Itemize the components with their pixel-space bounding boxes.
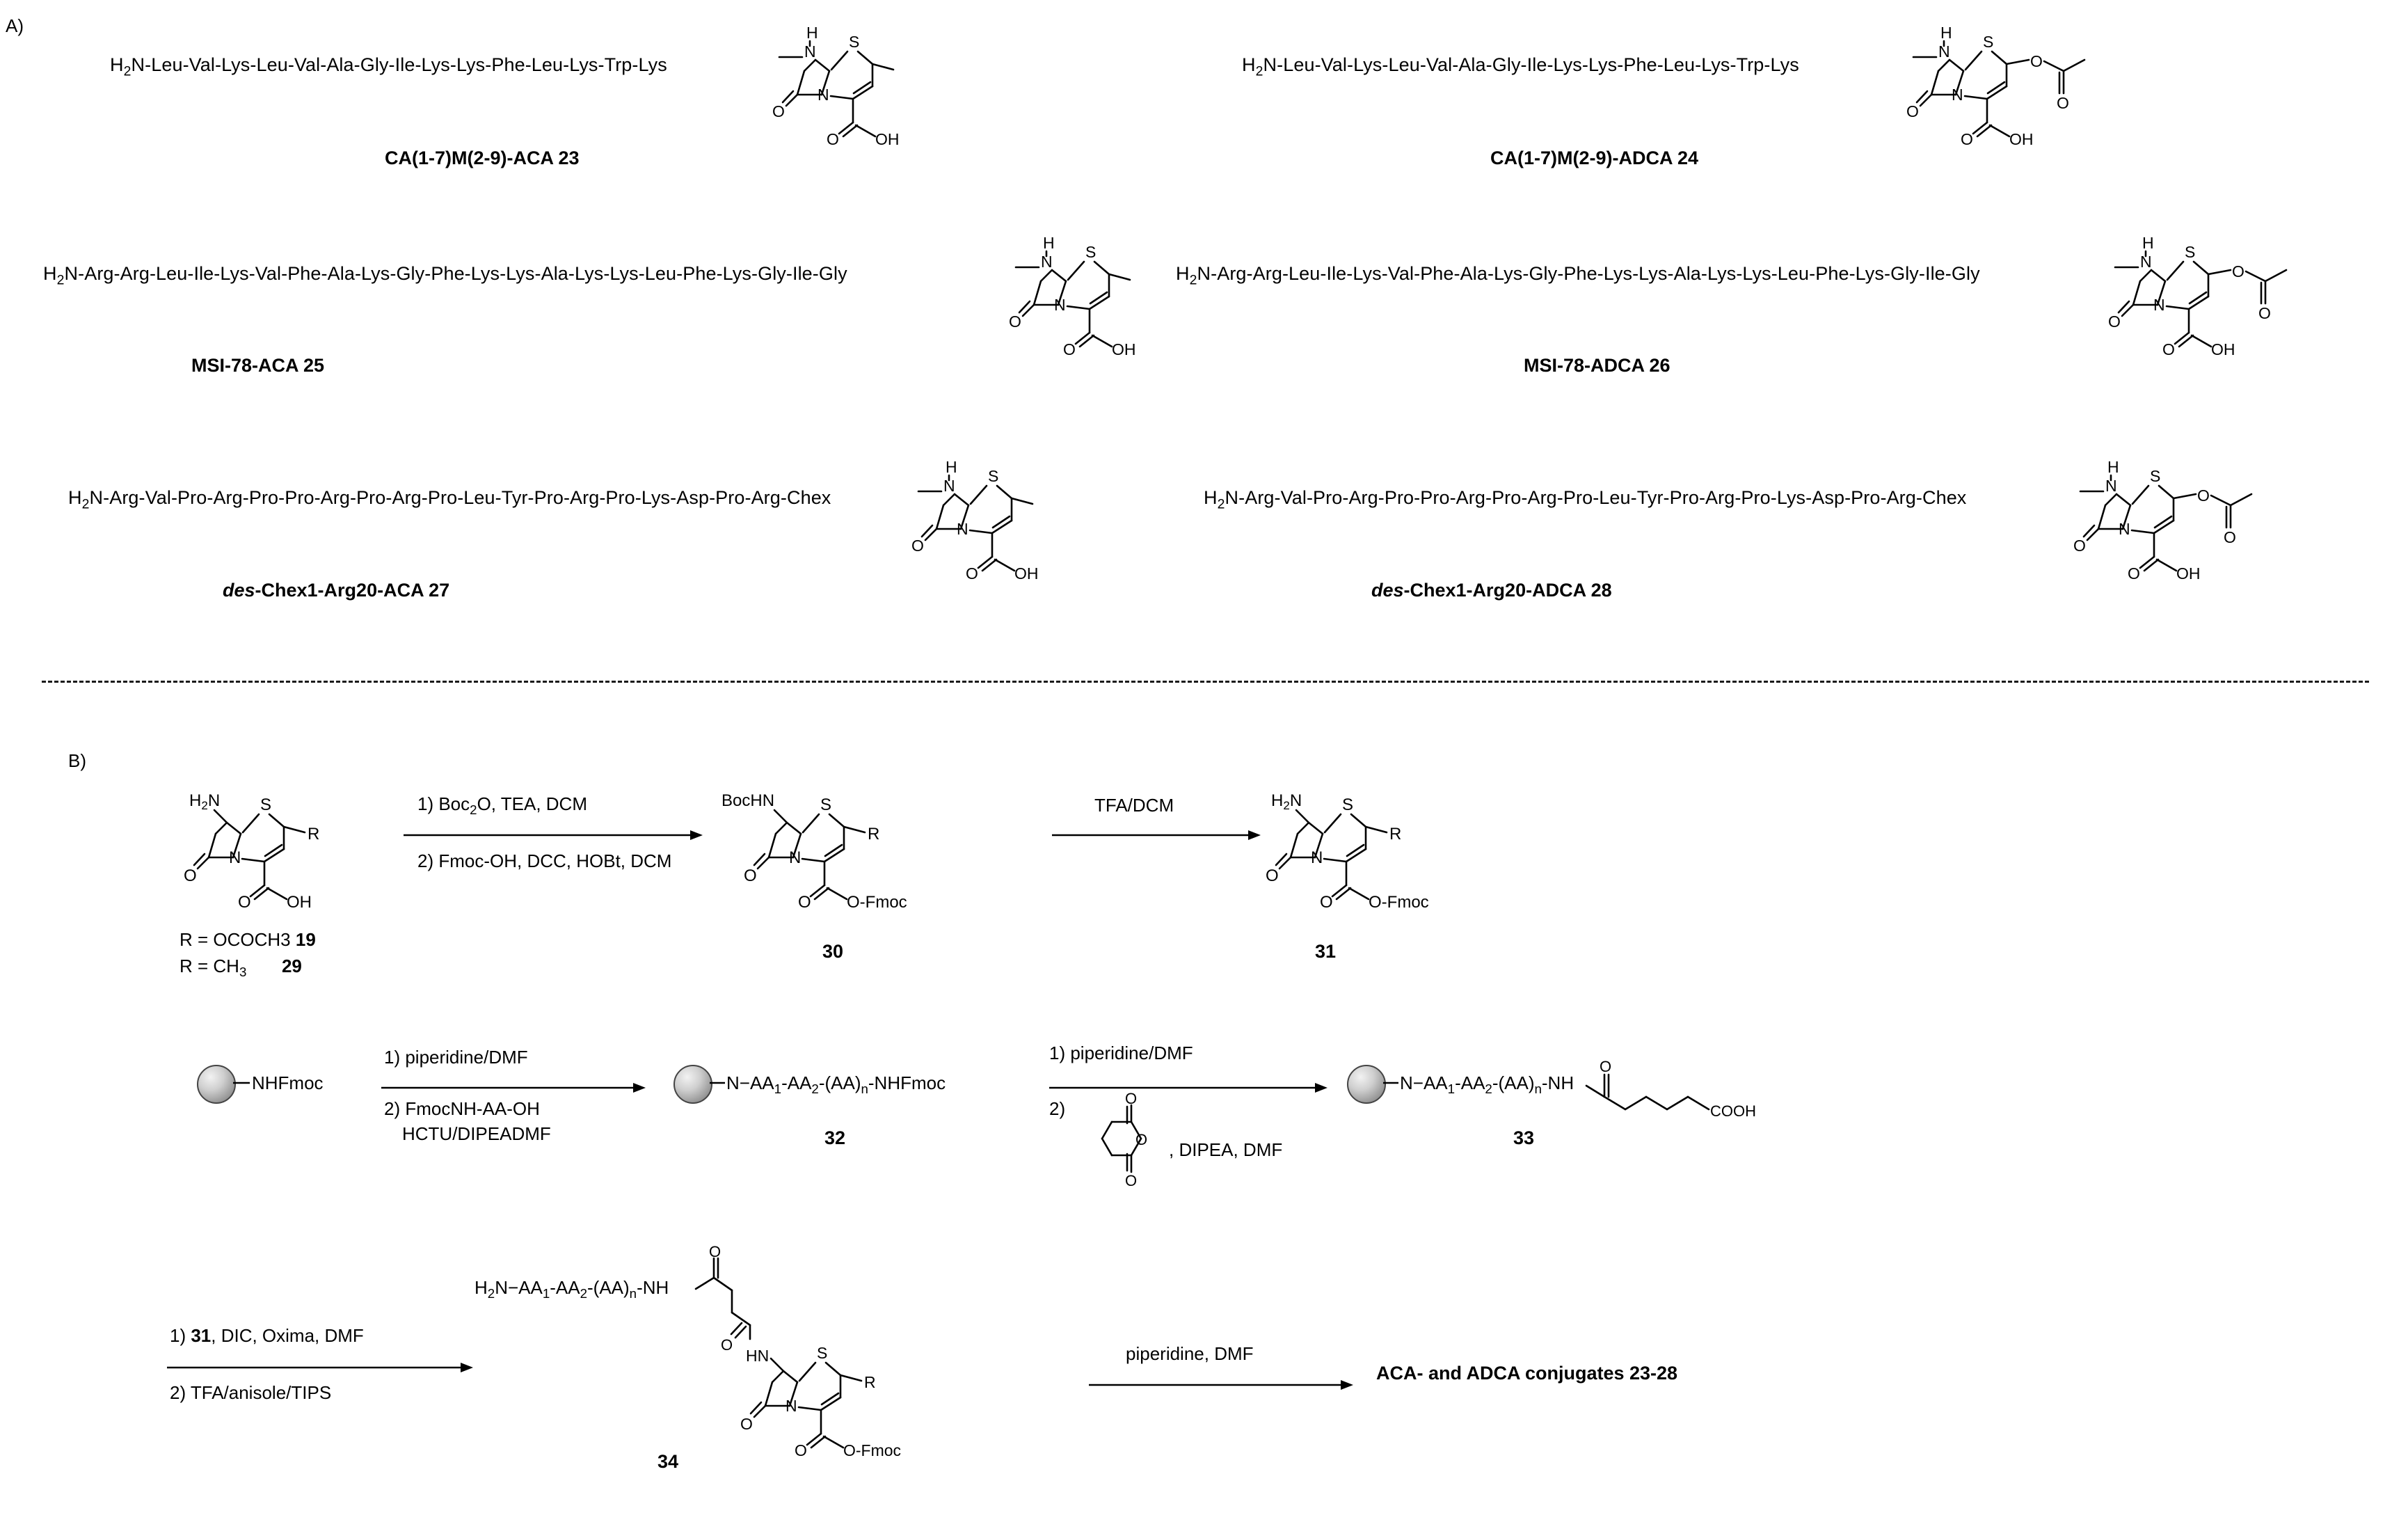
structure-adca-26 — [2087, 231, 2386, 398]
svg-text:O: O — [2224, 528, 2236, 546]
svg-text:O: O — [2258, 304, 2271, 322]
svg-text:O: O — [1125, 1090, 1138, 1107]
svg-text:O-Fmoc: O-Fmoc — [843, 1441, 902, 1459]
svg-text:O: O — [795, 1441, 807, 1459]
svg-text:O: O — [798, 893, 811, 912]
sequence-compound-24: $H_2N-Leu-Val-Lys-Leu-Val-Ala-Gly-Ile-Lys-Lys-Phe-Leu-Lys-Trp$-Lys — [1242, 54, 1799, 79]
compound-name-27 — [223, 580, 449, 601]
compound-28-rest: -Chex1-Arg20-ADCA 28 — [1403, 580, 1612, 601]
panel-divider — [42, 681, 2369, 683]
svg-text:BocHN: BocHN — [721, 791, 775, 810]
chain-label-33: $N-AA_1-AA_2-(AA)_n-NH$ — [1400, 1072, 1574, 1097]
arrow-step-4 — [1049, 1077, 1327, 1098]
reagent-step-2: TFA/DCM — [1094, 795, 1174, 816]
structure-compound-34 — [696, 1243, 988, 1482]
reagent-step-6: piperidine, DMF — [1126, 1343, 1254, 1364]
reagent-step-4-line-2: 2) — [1049, 1098, 1066, 1119]
svg-text:OH: OH — [2211, 340, 2235, 358]
svg-text:O: O — [709, 1243, 721, 1260]
svg-text:N: N — [789, 848, 802, 867]
svg-text:N: N — [943, 477, 955, 495]
svg-text:R: R — [308, 825, 320, 843]
arrow-step-2 — [1052, 825, 1261, 846]
svg-text:O: O — [772, 102, 785, 120]
sequence-compound-26: $H_2N-Arg-Arg-Leu-Ile-Lys-Val-Phe-Ala-Lys-Gly-Phe-Lys-Lys-Ala-Lys-Lys-Leu-Phe-Lys-Gly-Ile$-Gly — [1176, 263, 1980, 288]
svg-text:O: O — [911, 537, 924, 555]
svg-text:OH: OH — [287, 893, 312, 912]
structure-compound-31 — [1256, 786, 1485, 926]
arrow-step-1 — [404, 825, 703, 846]
compound-name-25: MSI-78-ACA 25 — [191, 355, 325, 376]
succinyl-linker-33 — [1586, 1051, 1802, 1148]
svg-text:OH: OH — [875, 130, 900, 148]
label-compound-30: 30 — [822, 941, 844, 962]
svg-text:R: R — [864, 1373, 876, 1391]
svg-text:O-Fmoc: O-Fmoc — [1369, 893, 1429, 912]
svg-text:N: N — [818, 86, 829, 104]
svg-text:O: O — [740, 1415, 753, 1433]
reagent-step-5-line-2: 2) TFA/anisole/TIPS — [170, 1382, 332, 1403]
reagent-step-5-line-1: 1) 31, DIC, Oxima, DMF — [170, 1325, 364, 1346]
svg-text:O: O — [1135, 1131, 1148, 1148]
svg-text:S: S — [2150, 467, 2161, 485]
compound-name-26: MSI-78-ADCA 26 — [1524, 355, 1671, 376]
arrow-step-6 — [1089, 1375, 1353, 1395]
svg-text:S: S — [1983, 33, 1994, 51]
svg-text:O: O — [2162, 340, 2175, 358]
svg-text:N: N — [229, 848, 241, 867]
structure-compound-30 — [720, 786, 950, 926]
svg-text:OH: OH — [2176, 564, 2201, 583]
label-compound-33: 33 — [1513, 1127, 1535, 1148]
svg-text:S: S — [988, 467, 999, 485]
svg-text:O: O — [1009, 312, 1021, 331]
svg-text:S: S — [1342, 795, 1354, 814]
resin-start-bond — [233, 1065, 254, 1101]
compound-name-28 — [1371, 580, 1612, 601]
svg-text:N: N — [2140, 253, 2152, 271]
reagent-step-1-line-1: 1) Boc$_2$O, TEA, DCM — [417, 793, 587, 818]
label-compound-31: 31 — [1315, 941, 1337, 962]
structure-aca-23 — [751, 21, 974, 188]
svg-text:H: H — [2142, 234, 2154, 252]
svg-text:H: H — [946, 458, 957, 476]
compound-name-23: CA(1-7)M(2-9)-ACA 23 — [385, 148, 580, 168]
chain-label-34: $H_2N-AA_1-AA_2-(AA)_n-NH$ — [475, 1277, 669, 1301]
svg-text:N: N — [957, 520, 968, 538]
chain-label-32: $N-AA_1-AA_2-(AA)_n$-NHFmoc — [726, 1072, 946, 1097]
svg-text:N: N — [1041, 253, 1053, 271]
svg-text:COOH: COOH — [1710, 1102, 1756, 1120]
panel-b-label: B) — [68, 750, 86, 771]
svg-text:OH: OH — [2009, 130, 2034, 148]
resin-33-bond — [1383, 1065, 1401, 1101]
svg-text:O: O — [1125, 1172, 1138, 1189]
svg-text:OH: OH — [1014, 564, 1039, 583]
svg-text:O: O — [721, 1336, 733, 1354]
svg-text:O-Fmoc: O-Fmoc — [847, 893, 907, 912]
svg-text:R: R — [1389, 825, 1402, 843]
svg-text:H: H — [806, 24, 818, 42]
compound-27-italic: des — [223, 580, 255, 601]
label-compound-34: 34 — [657, 1451, 679, 1472]
sequence-compound-25: $H_2N-Arg-Arg-Leu-Ile-Lys-Val-Phe-Ala-Lys-Gly-Phe-Lys-Lys-Ala-Lys-Lys-Leu-Phe-Lys-Gly-Ile$-Gly — [43, 263, 847, 288]
resin-bead-start — [197, 1065, 236, 1104]
svg-text:N: N — [2119, 520, 2130, 538]
svg-text:O: O — [1961, 130, 1973, 148]
svg-text:O: O — [1600, 1058, 1612, 1075]
svg-text:O: O — [966, 564, 978, 583]
svg-text:N: N — [786, 1397, 797, 1415]
reagent-step-3-line-3: HCTU/DIPEADMF — [402, 1123, 551, 1144]
sequence-compound-23: $H_2N-Leu-Val-Lys-Leu-Val-Ala-Gly-Ile-Lys-Lys-Phe-Leu-Lys-Trp$-Lys — [110, 54, 667, 79]
panel-a-label: A) — [6, 15, 24, 36]
reagent-step-1-line-2: 2) Fmoc-OH, DCC, HOBt, DCM — [417, 850, 672, 871]
svg-text:H2N: $H_2N$ — [1271, 791, 1302, 812]
structure-adca-28 — [2052, 455, 2352, 622]
svg-text:O: O — [1906, 102, 1919, 120]
compound-28-italic: des — [1371, 580, 1404, 601]
svg-text:O: O — [1266, 866, 1279, 885]
svg-text:H: H — [2107, 458, 2119, 476]
svg-text:HN: HN — [746, 1347, 770, 1365]
structure-adca-24 — [1885, 21, 2185, 188]
svg-text:S: S — [849, 33, 860, 51]
svg-text:O: O — [2232, 262, 2244, 280]
svg-text:O: O — [744, 866, 757, 885]
svg-text:O: O — [1063, 340, 1076, 358]
svg-text:OH: OH — [1112, 340, 1136, 358]
r-legend-line-2: $R = CH_3$ 29 — [180, 956, 302, 980]
svg-text:S: S — [820, 795, 832, 814]
reagent-step-4-dipea: , DIPEA, DMF — [1169, 1139, 1283, 1160]
compound-name-24: CA(1-7)M(2-9)-ADCA 24 — [1490, 148, 1699, 168]
svg-text:O: O — [2030, 52, 2043, 70]
svg-text:R: R — [868, 825, 880, 843]
structure-starting-material — [174, 786, 404, 926]
svg-text:O: O — [827, 130, 839, 148]
svg-text:N: N — [804, 42, 816, 61]
svg-text:H: H — [1940, 24, 1952, 42]
svg-text:H2N: $H_2N$ — [189, 791, 221, 812]
reagent-step-4-line-1: 1) piperidine/DMF — [1049, 1043, 1193, 1063]
svg-text:S: S — [817, 1344, 828, 1362]
svg-text:O: O — [2108, 312, 2121, 331]
svg-text:S: S — [1085, 243, 1097, 261]
arrow-step-5 — [167, 1357, 473, 1378]
reagent-step-3-line-1: 1) piperidine/DMF — [384, 1047, 528, 1068]
svg-text:O: O — [2197, 486, 2210, 505]
svg-text:O: O — [2073, 537, 2086, 555]
svg-text:N: N — [1054, 296, 1066, 314]
sequence-compound-28: $H_2N-Arg-Val-Pro-Arg-Pro-Pro-Arg-Pro-Arg-Pro-Leu-Tyr-Pro-Arg-Pro-Lys-Asp-Pro-Arg$-Chex — [1204, 487, 1967, 512]
arrow-step-3 — [381, 1077, 646, 1098]
resin-bead-33 — [1347, 1065, 1386, 1104]
structure-aca-25 — [988, 231, 1211, 398]
resin-32-bond — [710, 1065, 728, 1101]
svg-text:S: S — [2185, 243, 2196, 261]
svg-text:S: S — [260, 795, 272, 814]
final-product-label: ACA- and ADCA conjugates 23-28 — [1376, 1363, 1678, 1384]
r-legend-line-1: R = OCOCH3 19 — [180, 929, 316, 950]
svg-text:N: N — [1938, 42, 1950, 61]
resin-start-label: NHFmoc — [252, 1072, 324, 1093]
svg-text:N: N — [1952, 86, 1963, 104]
svg-text:N: N — [2105, 477, 2117, 495]
label-compound-32: 32 — [824, 1127, 846, 1148]
svg-text:N: N — [2153, 296, 2165, 314]
svg-text:N: N — [1311, 848, 1323, 867]
svg-text:O: O — [184, 866, 197, 885]
structure-aca-27 — [891, 455, 1113, 622]
resin-bead-32 — [673, 1065, 712, 1104]
svg-text:O: O — [2128, 564, 2140, 583]
svg-text:O: O — [238, 893, 251, 912]
svg-text:O: O — [2057, 94, 2069, 112]
svg-text:O: O — [1320, 893, 1333, 912]
reagent-step-3-line-2: 2) FmocNH-AA-OH — [384, 1098, 540, 1119]
sequence-compound-27: $H_2N-Arg-Val-Pro-Arg-Pro-Pro-Arg-Pro-Arg-Pro-Leu-Tyr-Pro-Arg-Pro-Lys-Asp-Pro-Arg$-Chex — [68, 487, 831, 512]
compound-27-rest: -Chex1-Arg20-ACA 27 — [255, 580, 450, 601]
svg-text:H: H — [1043, 234, 1055, 252]
